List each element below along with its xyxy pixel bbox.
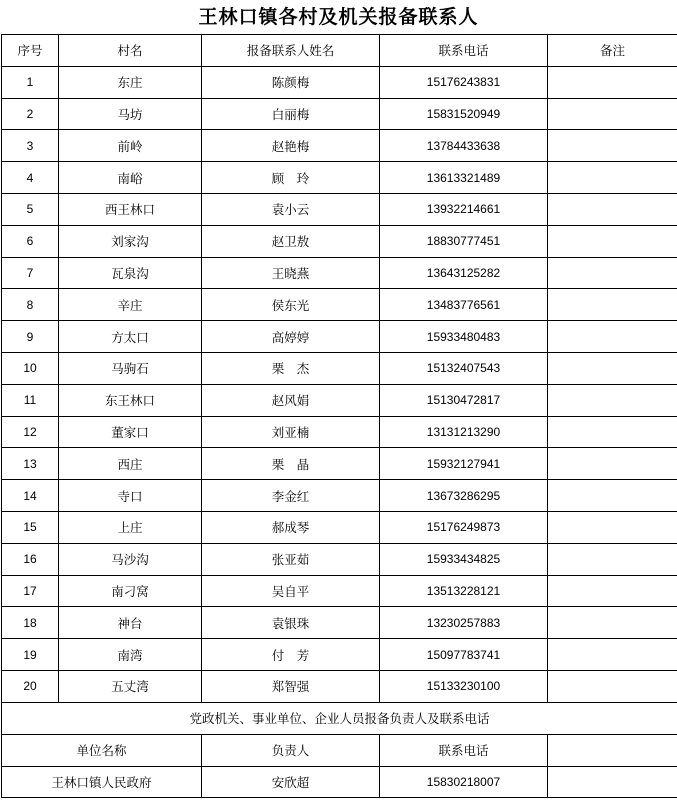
table-row: [2, 66, 677, 98]
row-contact: 张亚茹: [202, 543, 380, 575]
row-contact: 顾 玲: [202, 162, 380, 194]
row-phone: 15097783741: [380, 639, 548, 671]
row-village: 前岭: [59, 130, 202, 162]
row-phone: 15130472817: [380, 384, 548, 416]
row-seq: 18: [2, 607, 59, 639]
row-seq: 19: [2, 639, 59, 671]
row-contact: 赵风娟: [202, 384, 380, 416]
row-village: 南峪: [59, 162, 202, 194]
row-phone: 18830777451: [380, 225, 548, 257]
row-phone: 13673286295: [380, 480, 548, 512]
row-contact: 陈颜梅: [202, 66, 380, 98]
section-title: 党政机关、事业单位、企业人员报备负责人及联系电话: [2, 702, 677, 734]
row-note: [548, 607, 677, 639]
row-seq: 14: [2, 480, 59, 512]
row-phone: 15132407543: [380, 352, 548, 384]
row-phone: 15133230100: [380, 670, 548, 702]
contact-table: [1, 34, 677, 798]
row-village: 南刁窝: [59, 575, 202, 607]
table-row: [2, 384, 677, 416]
table-row: [2, 289, 677, 321]
page-title: 王林口镇各村及机关报备联系人: [198, 6, 479, 28]
row-contact: 赵艳梅: [202, 130, 380, 162]
row-note: [548, 257, 677, 289]
table-row: [2, 670, 677, 702]
row-phone: 15176249873: [380, 511, 548, 543]
row-village: 马驹石: [59, 352, 202, 384]
row-contact: 栗 杰: [202, 352, 380, 384]
row-phone: 13613321489: [380, 162, 548, 194]
row-contact: 吴自平: [202, 575, 380, 607]
row-phone: 13643125282: [380, 257, 548, 289]
header-seq: 序号: [2, 35, 59, 67]
row-phone: 15831520949: [380, 98, 548, 130]
row-phone: 15933434825: [380, 543, 548, 575]
row-seq: 8: [2, 289, 59, 321]
row-phone: 13131213290: [380, 416, 548, 448]
row-contact: 侯东光: [202, 289, 380, 321]
row-contact: 栗 晶: [202, 448, 380, 480]
section-header-row: [2, 734, 677, 766]
row-note: [548, 575, 677, 607]
row-note: [548, 225, 677, 257]
row-contact: 郝成琴: [202, 511, 380, 543]
table-row: [2, 607, 677, 639]
row-village: 董家口: [59, 416, 202, 448]
row-note: [548, 511, 677, 543]
table-row: [2, 575, 677, 607]
table-row: [2, 448, 677, 480]
row-village: 东庄: [59, 66, 202, 98]
table-row: [2, 511, 677, 543]
table-row: [2, 639, 677, 671]
row-village: 上庄: [59, 511, 202, 543]
header-note: 备注: [548, 35, 677, 67]
header-phone: 联系电话: [380, 35, 548, 67]
table-row: [2, 193, 677, 225]
row-note: [548, 480, 677, 512]
row-seq: 9: [2, 321, 59, 353]
row-village: 辛庄: [59, 289, 202, 321]
section-row-note: [548, 766, 677, 798]
row-note: [548, 639, 677, 671]
row-seq: 12: [2, 416, 59, 448]
row-village: 马坊: [59, 98, 202, 130]
row-contact: 郑智强: [202, 670, 380, 702]
table-row: [2, 98, 677, 130]
row-village: 方太口: [59, 321, 202, 353]
row-village: 神台: [59, 607, 202, 639]
row-note: [548, 384, 677, 416]
row-note: [548, 193, 677, 225]
row-village: 马沙沟: [59, 543, 202, 575]
section-header-person: 负责人: [202, 734, 380, 766]
table-row: [2, 257, 677, 289]
section-header-phone: 联系电话: [380, 734, 548, 766]
row-village: 五丈湾: [59, 670, 202, 702]
row-phone: 13932214661: [380, 193, 548, 225]
section-row-unit: 王林口镇人民政府: [2, 766, 202, 798]
row-seq: 2: [2, 98, 59, 130]
row-seq: 15: [2, 511, 59, 543]
table-row: [2, 321, 677, 353]
row-seq: 20: [2, 670, 59, 702]
row-note: [548, 352, 677, 384]
row-contact: 白丽梅: [202, 98, 380, 130]
row-phone: 15176243831: [380, 66, 548, 98]
row-village: 瓦泉沟: [59, 257, 202, 289]
row-seq: 11: [2, 384, 59, 416]
table-row: [2, 130, 677, 162]
row-seq: 1: [2, 66, 59, 98]
row-seq: 4: [2, 162, 59, 194]
row-village: 南湾: [59, 639, 202, 671]
section-header-note: [548, 734, 677, 766]
row-seq: 17: [2, 575, 59, 607]
row-village: 东王林口: [59, 384, 202, 416]
table-row: [2, 162, 677, 194]
row-phone: 13784433638: [380, 130, 548, 162]
row-note: [548, 321, 677, 353]
row-contact: 袁小云: [202, 193, 380, 225]
row-note: [548, 162, 677, 194]
row-phone: 13483776561: [380, 289, 548, 321]
row-seq: 3: [2, 130, 59, 162]
row-note: [548, 670, 677, 702]
row-seq: 7: [2, 257, 59, 289]
row-contact: 赵卫敖: [202, 225, 380, 257]
row-contact: 王晓燕: [202, 257, 380, 289]
table-row: [2, 416, 677, 448]
section-row-phone: 15830218007: [380, 766, 548, 798]
row-phone: 13513228121: [380, 575, 548, 607]
row-contact: 李金红: [202, 480, 380, 512]
table-row: [2, 352, 677, 384]
row-note: [548, 543, 677, 575]
table-row: [2, 543, 677, 575]
row-note: [548, 66, 677, 98]
row-note: [548, 130, 677, 162]
section-title-row: [2, 702, 677, 734]
row-village: 刘家沟: [59, 225, 202, 257]
row-note: [548, 289, 677, 321]
row-seq: 5: [2, 193, 59, 225]
row-contact: 高婷婷: [202, 321, 380, 353]
row-note: [548, 416, 677, 448]
row-village: 西王林口: [59, 193, 202, 225]
table-row: [2, 225, 677, 257]
row-village: 西庄: [59, 448, 202, 480]
row-phone: 15933480483: [380, 321, 548, 353]
header-contact: 报备联系人姓名: [202, 35, 380, 67]
row-seq: 13: [2, 448, 59, 480]
row-contact: 袁银珠: [202, 607, 380, 639]
row-note: [548, 98, 677, 130]
row-seq: 16: [2, 543, 59, 575]
section-header-unit: 单位名称: [2, 734, 202, 766]
header-village: 村名: [59, 35, 202, 67]
row-village: 寺口: [59, 480, 202, 512]
row-phone: 15932127941: [380, 448, 548, 480]
row-contact: 刘亚楠: [202, 416, 380, 448]
table-row: [2, 480, 677, 512]
section-row-person: 安欣超: [202, 766, 380, 798]
row-phone: 13230257883: [380, 607, 548, 639]
section-row: [2, 766, 677, 798]
row-seq: 10: [2, 352, 59, 384]
row-seq: 6: [2, 225, 59, 257]
row-contact: 付 芳: [202, 639, 380, 671]
row-note: [548, 448, 677, 480]
header-row: [2, 35, 677, 67]
